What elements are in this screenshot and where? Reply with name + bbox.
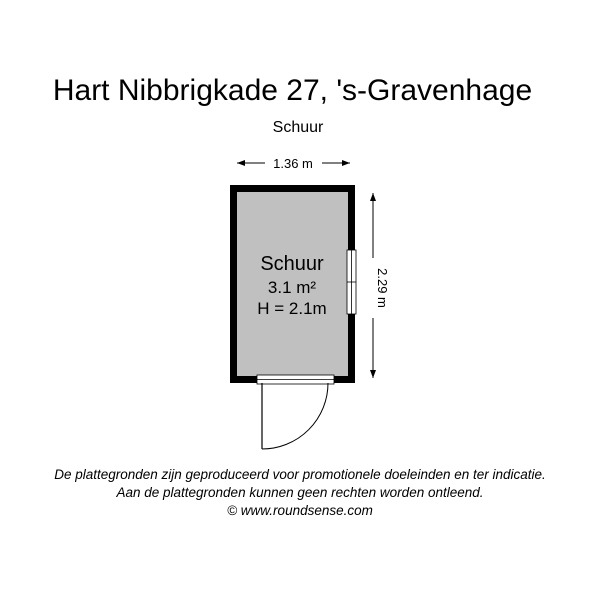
width-label: 1.36 m xyxy=(273,156,313,171)
width-arrow-left-icon xyxy=(237,160,245,166)
depth-arrow-top-icon xyxy=(370,193,376,201)
room-area: 3.1 m² xyxy=(267,278,317,297)
room-height: H = 2.1m xyxy=(257,299,327,318)
room-name: Schuur xyxy=(260,253,324,275)
depth-arrow-bottom-icon xyxy=(370,370,376,378)
door-swing-arc xyxy=(262,383,328,449)
depth-dimension xyxy=(370,193,390,378)
disclaimer xyxy=(0,466,600,520)
disclaimer-line-1: De plattegronden zijn geproduceerd voor promotionele doeleinden en ter indicatie. xyxy=(54,467,546,482)
window xyxy=(347,250,356,314)
width-dimension xyxy=(237,156,350,171)
page-title: Hart Nibbrigkade 27, 's-Gravenhage xyxy=(52,74,533,107)
copyright-line: © www.roundsense.com xyxy=(227,503,373,518)
door xyxy=(257,375,334,449)
width-arrow-right-icon xyxy=(342,160,350,166)
disclaimer-line-2: Aan de plattegronden kunnen geen rechten worden ontleend. xyxy=(116,485,484,500)
floor-subtitle: Schuur xyxy=(272,119,324,136)
depth-label: 2.29 m xyxy=(375,268,390,308)
